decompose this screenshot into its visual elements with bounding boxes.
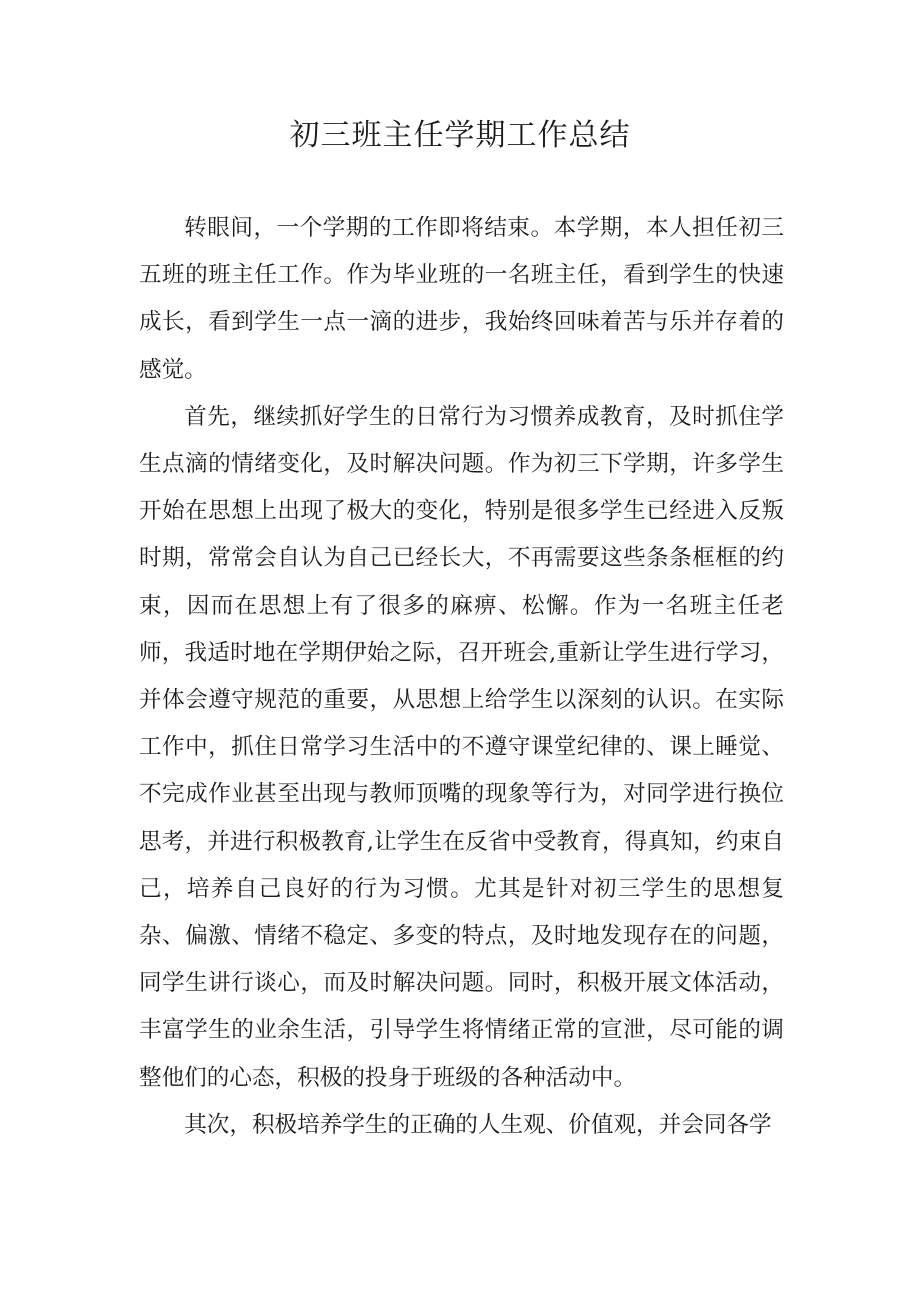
paragraph-3: 其次，积极培养学生的正确的人生观、价值观，并会同各学 (184, 1111, 772, 1138)
document-title: 初三班主任学期工作总结 (289, 118, 631, 153)
paragraph-2: 首先，继续抓好学生的日常行为习惯养成教育，及时抓住学生点滴的情绪变化，及时解决问题。作为初三下学期，许多学生开始在思想上出现了极大的变化，特别是很多学生已经进入反叛时期，常常会自认为自己已经长大，不再需要这些条条框框的约束，因而在思想上有了很多的麻痹、松懈。作为一名班主任老师，我适时地在学期伊始之际，召开班会,重新让学生进行学习，并体会遵守规范的重要，从思想上给学生以深刻的认识。在实际工作中，抓住日常学习生活中的不遵守课堂纪律的、课上睡觉、不完成作业甚至出现与教师顶嘴的现象等行为，对同学进行换位思考，并进行积极教育,让学生在反省中受教育，得真知，约束自己，培养自己良好的行为习惯。尤其是针对初三学生的思想复杂、偏激、情绪不稳定、多变的特点，及时地发现存在的问题，同学生讲行谈心，而及时解决问题。同时，积极开展文体活动，丰富学生的业余生活，引导学生将情绪正常的宣泄，尽可能的调整他们的心态，积极的投身于班级的各种活动中。 (139, 403, 784, 1091)
document-body (139, 205, 784, 1149)
paragraph-1: 转眼间，一个学期的工作即将结束。本学期，本人担任初三五班的班主任工作。作为毕业班的一名班主任，看到学生的快速成长，看到学生一点一滴的进步，我始终回味着苦与乐并存着的感觉。 (139, 215, 784, 383)
